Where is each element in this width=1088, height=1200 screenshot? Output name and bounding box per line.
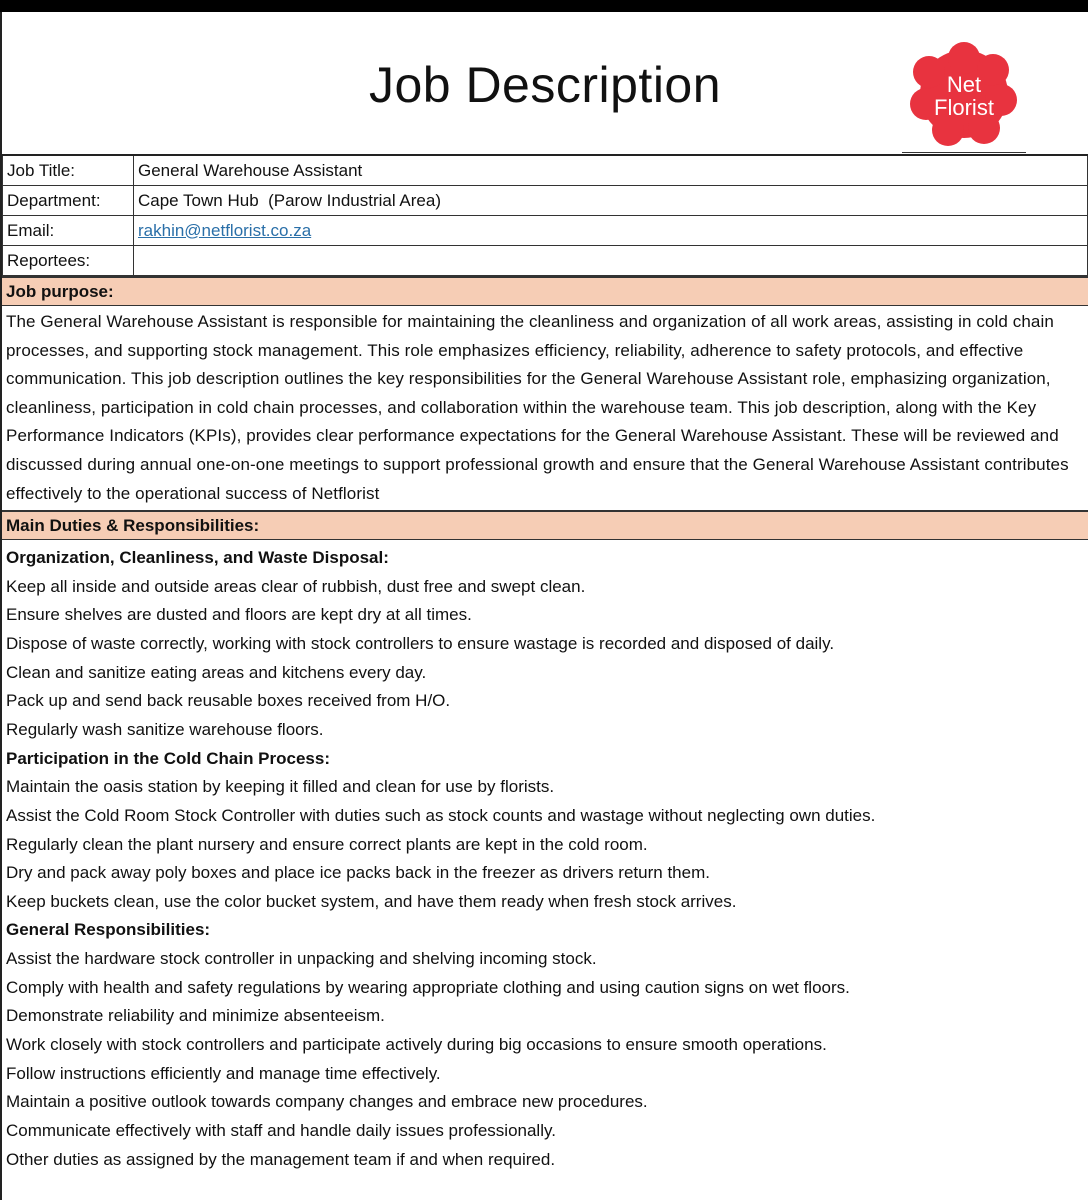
department-value: Cape Town Hub (Parow Industrial Area) [134, 186, 1088, 216]
department-label: Department: [3, 186, 134, 216]
table-row [3, 216, 1088, 246]
job-title-value: General Warehouse Assistant [134, 155, 1088, 186]
list-item: Other duties as assigned by the management team if and when required. [6, 1149, 556, 1169]
email-label: Email: [3, 216, 134, 246]
logo-text-florist: Florist [934, 95, 994, 120]
list-item: Maintain the oasis station by keeping it filled and clean for use by florists. [6, 777, 555, 797]
list-item: Comply with health and safety regulations by wearing appropriate clothing and using caution signs on wet floors. [6, 977, 850, 997]
list-item: Communicate effectively with staff and handle daily issues professionally. [6, 1120, 556, 1140]
job-purpose-heading: Job purpose: [2, 276, 1088, 306]
section-heading-general: General Responsibilities: [6, 920, 211, 940]
email-cell [134, 216, 1088, 246]
reportees-label: Reportees: [3, 246, 134, 276]
list-item: Dry and pack away poly boxes and place ice packs back in the freezer as drivers return them. [6, 863, 710, 883]
job-title-label: Job Title: [3, 155, 134, 186]
page-title: Job Description [368, 57, 722, 113]
list-item: Keep all inside and outside areas clear of rubbish, dust free and swept clean. [6, 576, 586, 596]
job-purpose-text: The General Warehouse Assistant is responsible for maintaining the cleanliness and organization of all work areas, assisting in cold chain processes, and supporting stock management. This role emphasizes efficiency, reliability, adherence to safety protocols, and effective communication. This job description outlines the key responsibilities for the General Warehouse Assistant role, emphasizing organization, cleanliness, participation in cold chain processes, and collaboration within the warehouse team. This job description, along with the Key Performance Indicators (KPIs), provides clear performance expectations for the General Warehouse Assistant. These will be reviewed and discussed during annual one-on-one meetings to support professional growth and ensure that the General Warehouse Assistant contributes effectively to the operational success of Netflorist [6, 312, 1069, 503]
logo-underline [902, 152, 1026, 153]
list-item: Regularly clean the plant nursery and ensure correct plants are kept in the cold room. [6, 834, 648, 854]
job-info-table [2, 154, 1088, 276]
list-item: Demonstrate reliability and minimize absenteeism. [6, 1006, 385, 1026]
duties-heading: Main Duties & Responsibilities: [2, 510, 1088, 540]
netflorist-logo [904, 40, 1024, 148]
logo-text-net: Net [946, 72, 982, 97]
list-item: Keep buckets clean, use the color bucket system, and have them ready when fresh stock arrives. [6, 891, 737, 911]
list-item: Regularly wash sanitize warehouse floors. [6, 720, 324, 739]
list-item: Assist the Cold Room Stock Controller with duties such as stock counts and wastage without neglecting own duties. [6, 805, 876, 825]
section-heading-cold-chain: Participation in the Cold Chain Process: [6, 748, 330, 768]
section-heading-organization: Organization, Cleanliness, and Waste Disposal: [6, 548, 389, 568]
table-row [3, 186, 1088, 216]
table-row [3, 246, 1088, 276]
duties-list [2, 540, 1088, 1174]
reportees-value [134, 246, 1088, 276]
list-item: Assist the hardware stock controller in unpacking and shelving incoming stock. [6, 949, 597, 969]
document-header [2, 12, 1088, 154]
list-item: Maintain a positive outlook towards company changes and embrace new procedures. [6, 1092, 648, 1112]
job-description-sheet [0, 12, 1088, 1200]
list-item: Clean and sanitize eating areas and kitchens every day. [6, 662, 427, 682]
list-item: Work closely with stock controllers and participate actively during big occasions to ensure smooth operations. [6, 1035, 827, 1055]
table-row [3, 155, 1088, 186]
email-link[interactable]: rakhin@netflorist.co.za [138, 220, 312, 240]
list-item: Dispose of waste correctly, working with stock controllers to ensure wastage is recorded and disposed of daily. [6, 634, 835, 654]
list-item: Ensure shelves are dusted and floors are kept dry at all times. [6, 605, 472, 625]
list-item: Pack up and send back reusable boxes received from H/O. [6, 691, 451, 711]
list-item: Follow instructions efficiently and manage time effectively. [6, 1063, 441, 1083]
